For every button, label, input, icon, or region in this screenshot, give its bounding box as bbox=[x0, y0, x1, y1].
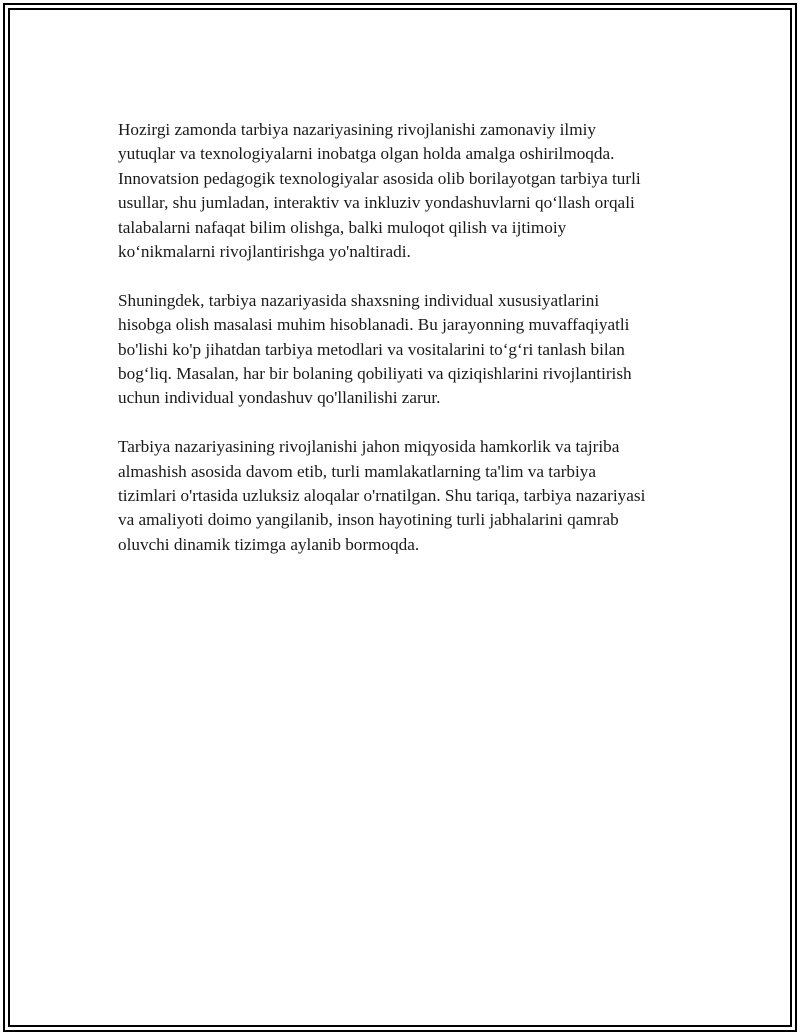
document-body bbox=[118, 118, 698, 582]
paragraph-1: Hozirgi zamonda tarbiya nazariyasining rivojlanishi zamonaviy ilmiy yutuqlar va texnologiyalarni inobatga olgan holda amalga oshirilmoqda. Innovatsion pedagogik texnologiyalar asosida olib borilayotgan tarbiya turli usullar, shu jumladan, interaktiv va inkluziv yondashuvlarni qo‘llash orqali talabalarni nafaqat bilim olishga, balki muloqot qilish va ijtimoiy ko‘nikmalarni rivojlantirishga yo'naltiradi. bbox=[118, 120, 641, 262]
paragraph-2: Shuningdek, tarbiya nazariyasida shaxsning individual xususiyatlarini hisobga olish masalasi muhim hisoblanadi. Bu jarayonning muvaffaqiyatli bo'lishi ko'p jihatdan tarbiya metodlari va vositalarini to‘g‘ri tanlash bilan bog‘liq. Masalan, har bir bolaning qobiliyati va qiziqishlarini rivojlantirish uchun individual yondashuv qo'llanilishi zarur. bbox=[118, 290, 632, 408]
paragraph-3: Tarbiya nazariyasining rivojlanishi jahon miqyosida hamkorlik va tajriba almashish asosida davom etib, turli mamlakatlarning ta'lim va tarbiya tizimlari o'rtasida uzluksiz aloqalar o'rnatilgan. Shu tariqa, tarbiya nazariyasi va amaliyoti doimo yangilanib, inson hayotining turli jabhalarini qamrab oluvchi dinamik tizimga aylanib bormoqda. bbox=[118, 437, 646, 554]
